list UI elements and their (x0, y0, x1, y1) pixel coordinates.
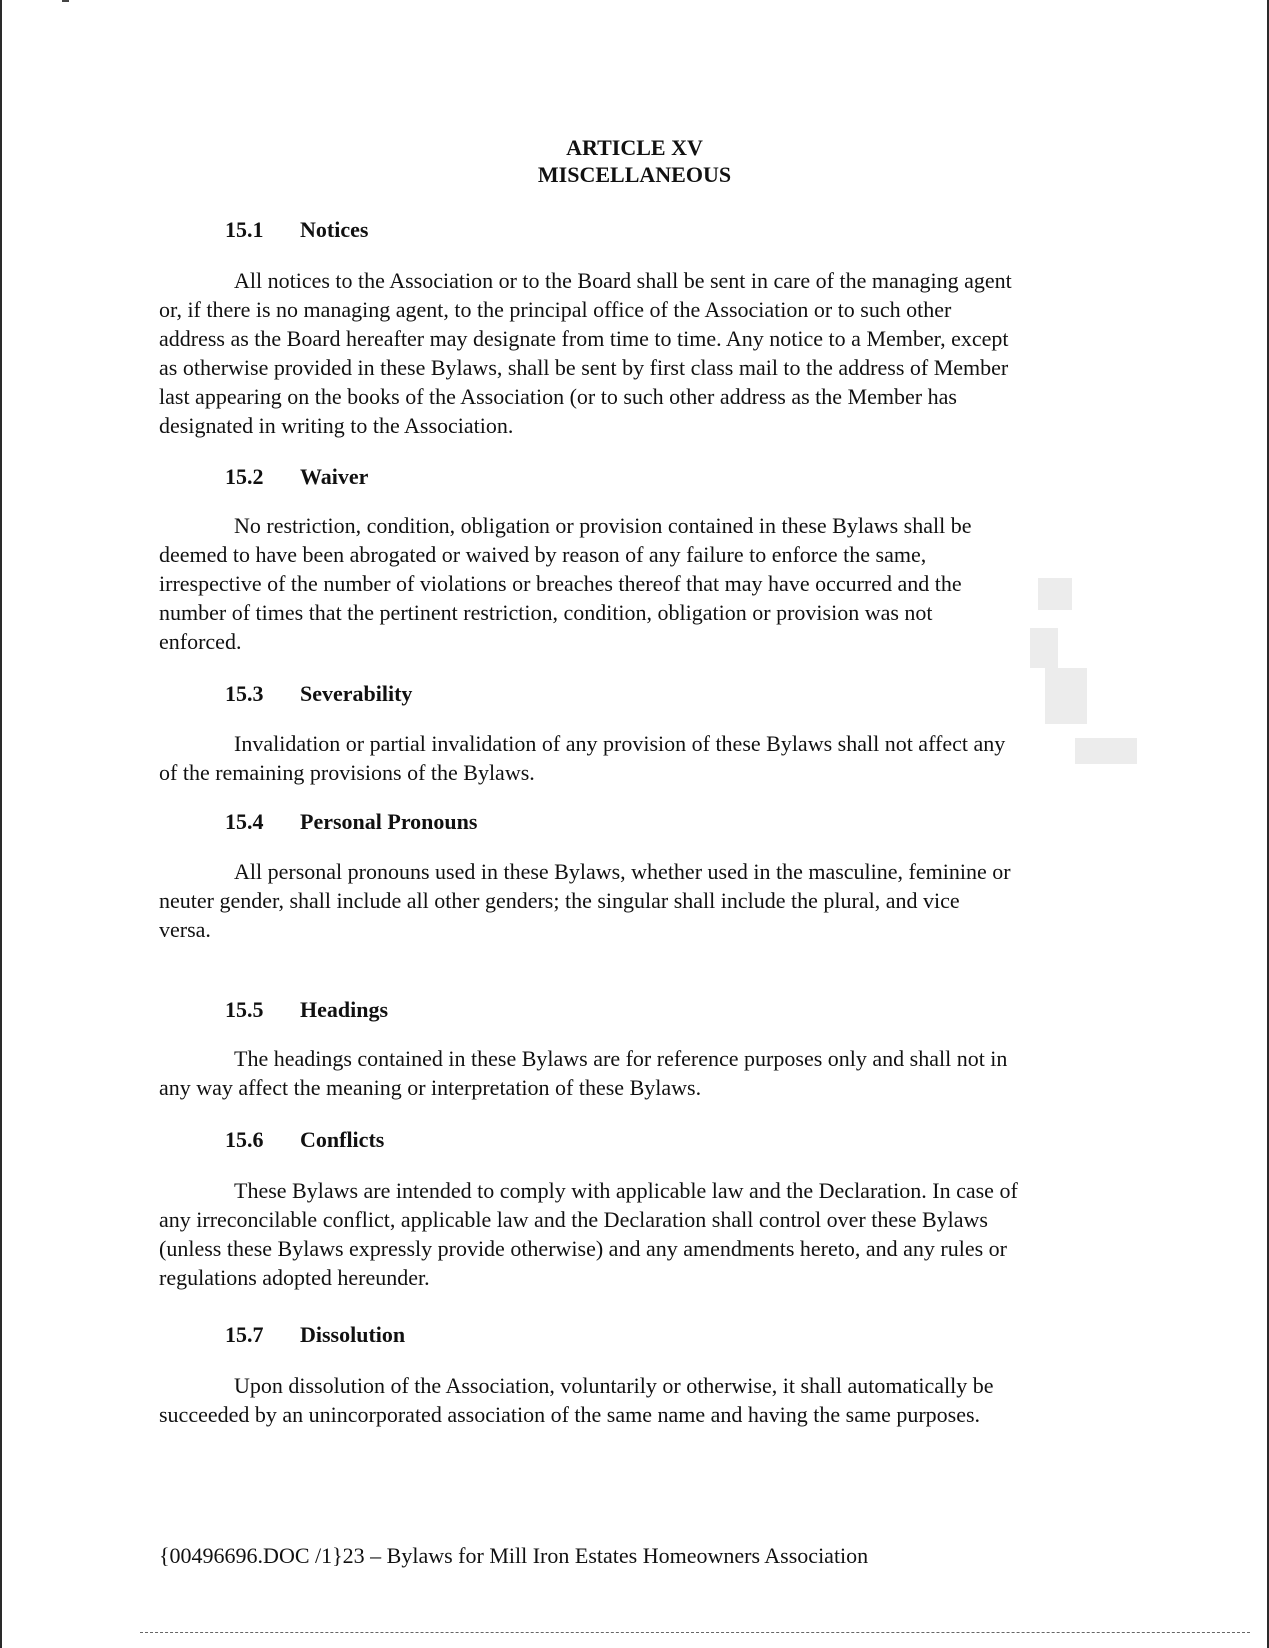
section-title: Notices (300, 217, 369, 242)
section-heading-notices (225, 217, 368, 243)
scan-edge-bottom (140, 1632, 1250, 1634)
body-line: any way affect the meaning or interpretation of these Bylaws. (159, 1075, 702, 1100)
body-line: any irreconcilable conflict, applicable law and the Declaration shall control over these Bylaws (159, 1207, 988, 1232)
section-body-notices (159, 266, 1144, 440)
section-heading-headings (225, 997, 388, 1023)
article-number: ARTICLE XV (566, 135, 703, 160)
body-line: designated in writing to the Association. (159, 413, 514, 438)
article-title: MISCELLANEOUS (537, 162, 732, 187)
body-line: or, if there is no managing agent, to the principal office of the Association or to such other (159, 297, 952, 322)
body-line: enforced. (159, 629, 242, 654)
body-line: regulations adopted hereunder. (159, 1265, 430, 1290)
section-title: Conflicts (300, 1127, 385, 1152)
section-title: Dissolution (300, 1322, 406, 1347)
section-title: Severability (300, 681, 413, 706)
body-line: No restriction, condition, obligation or provision contained in these Bylaws shall be (234, 513, 972, 538)
section-number: 15.7 (225, 1322, 264, 1347)
body-line: Upon dissolution of the Association, voluntarily or otherwise, it shall automatically be (234, 1373, 994, 1398)
body-line: Invalidation or partial invalidation of any provision of these Bylaws shall not affect any (234, 731, 1006, 756)
section-title: Personal Pronouns (300, 809, 478, 834)
section-body-headings (159, 1044, 1144, 1102)
body-line: address as the Board hereafter may designate from time to time. Any notice to a Member, except (159, 326, 1009, 351)
section-number: 15.5 (225, 997, 264, 1022)
section-body-dissolution (159, 1371, 1144, 1429)
section-body-waiver (159, 511, 1144, 656)
body-line: All personal pronouns used in these Bylaws, whether used in the masculine, feminine or (234, 859, 1011, 884)
body-line: last appearing on the books of the Association (or to such other address as the Member has (159, 384, 957, 409)
document-footer: {00496696.DOC /1}23 – Bylaws for Mill Iron Estates Homeowners Association (159, 1543, 869, 1568)
section-heading-waiver (225, 464, 368, 490)
section-heading-dissolution (225, 1322, 405, 1348)
scan-edge-left (0, 0, 2, 1648)
section-body-conflicts (159, 1176, 1144, 1292)
section-number: 15.4 (225, 809, 264, 834)
section-number: 15.3 (225, 681, 264, 706)
body-line: number of times that the pertinent restriction, condition, obligation or provision was not (159, 600, 933, 625)
body-line: versa. (159, 917, 211, 942)
section-body-personal-pronouns (159, 857, 1144, 944)
section-number: 15.6 (225, 1127, 264, 1152)
body-line: irrespective of the number of violations or breaches thereof that may have occurred and the (159, 571, 962, 596)
section-heading-conflicts (225, 1127, 384, 1153)
body-line: (unless these Bylaws expressly provide otherwise) and any amendments hereto, and any rules or (159, 1236, 1007, 1261)
section-title: Waiver (300, 464, 369, 489)
section-number: 15.1 (225, 217, 264, 242)
section-body-severability (159, 729, 1144, 787)
body-line: neuter gender, shall include all other genders; the singular shall include the plural, and vice (159, 888, 960, 913)
section-number: 15.2 (225, 464, 264, 489)
body-line: of the remaining provisions of the Bylaws. (159, 760, 535, 785)
section-title: Headings (300, 997, 389, 1022)
body-line: The headings contained in these Bylaws are for reference purposes only and shall not in (234, 1046, 1008, 1071)
section-heading-personal-pronouns (225, 809, 477, 835)
body-line: as otherwise provided in these Bylaws, shall be sent by first class mail to the address of Member (159, 355, 1009, 380)
scan-corner-mark (62, 0, 69, 2)
body-line: deemed to have been abrogated or waived by reason of any failure to enforce the same, (159, 542, 927, 567)
scan-smudge (1045, 668, 1087, 724)
body-line: These Bylaws are intended to comply with applicable law and the Declaration. In case of (234, 1178, 1018, 1203)
body-line: succeeded by an unincorporated association of the same name and having the same purposes. (159, 1402, 981, 1427)
body-line: All notices to the Association or to the Board shall be sent in care of the managing agent (234, 268, 1012, 293)
section-heading-severability (225, 681, 412, 707)
